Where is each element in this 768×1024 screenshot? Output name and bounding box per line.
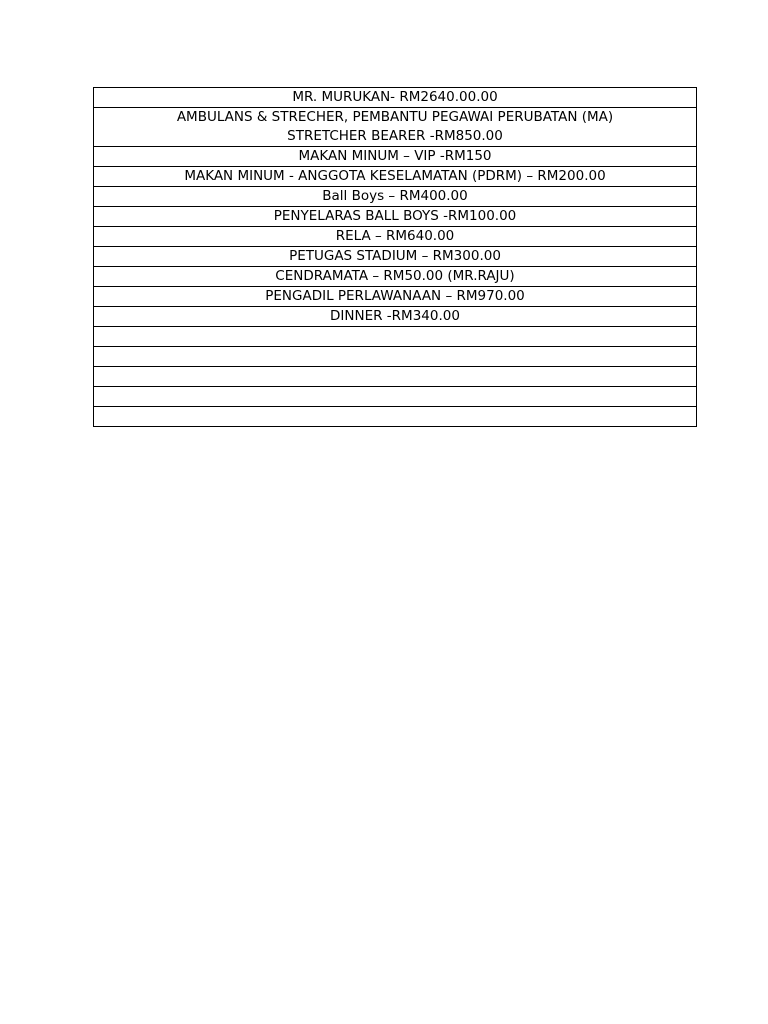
cell-text: DINNER -RM340.00 — [330, 308, 460, 324]
table-row — [94, 108, 697, 147]
table-cell — [94, 167, 697, 187]
table-row-empty — [94, 327, 697, 347]
table-row — [94, 147, 697, 167]
table-cell — [94, 147, 697, 167]
table-cell — [94, 287, 697, 307]
table-cell — [94, 207, 697, 227]
cell-text: PENGADIL PERLAWANAAN – RM970.00 — [265, 288, 525, 304]
cell-text: PENYELARAS BALL BOYS -RM100.00 — [273, 208, 517, 224]
table-row — [94, 267, 697, 287]
table-cell — [94, 367, 697, 387]
table-cell — [94, 307, 697, 327]
table-row — [94, 307, 697, 327]
expense-table — [93, 87, 697, 427]
cell-text: MAKAN MINUM – VIP -RM150 — [298, 148, 492, 164]
cell-text: AMBULANS & STRECHER, PEMBANTU PEGAWAI PERUBATAN (MA) — [176, 109, 614, 125]
table-cell — [94, 88, 697, 108]
table-row-empty — [94, 407, 697, 427]
cell-text: STRETCHER BEARER -RM850.00 — [287, 128, 503, 144]
cell-text: PETUGAS STADIUM – RM300.00 — [289, 248, 501, 264]
table-cell — [94, 187, 697, 207]
table-row — [94, 287, 697, 307]
table-cell — [94, 327, 697, 347]
cell-text: MAKAN MINUM - ANGGOTA KESELAMATAN (PDRM) – RM200.00 — [184, 168, 606, 184]
table-cell — [94, 347, 697, 367]
expense-table-body — [94, 88, 697, 427]
cell-text: Ball Boys – RM400.00 — [322, 188, 468, 204]
table-cell — [94, 108, 697, 147]
table-row — [94, 88, 697, 108]
table-cell — [94, 267, 697, 287]
table-row — [94, 247, 697, 267]
cell-text: MR. MURUKAN- RM2640.00.00 — [292, 89, 498, 105]
table-row — [94, 167, 697, 187]
table-row-empty — [94, 367, 697, 387]
table-row — [94, 187, 697, 207]
table-row-empty — [94, 347, 697, 367]
table-row-empty — [94, 387, 697, 407]
cell-text: CENDRAMATA – RM50.00 (MR.RAJU) — [275, 268, 515, 284]
table-cell — [94, 407, 697, 427]
table-cell — [94, 247, 697, 267]
table-cell — [94, 227, 697, 247]
cell-text: RELA – RM640.00 — [335, 228, 455, 244]
table-row — [94, 207, 697, 227]
table-cell — [94, 387, 697, 407]
table-row — [94, 227, 697, 247]
